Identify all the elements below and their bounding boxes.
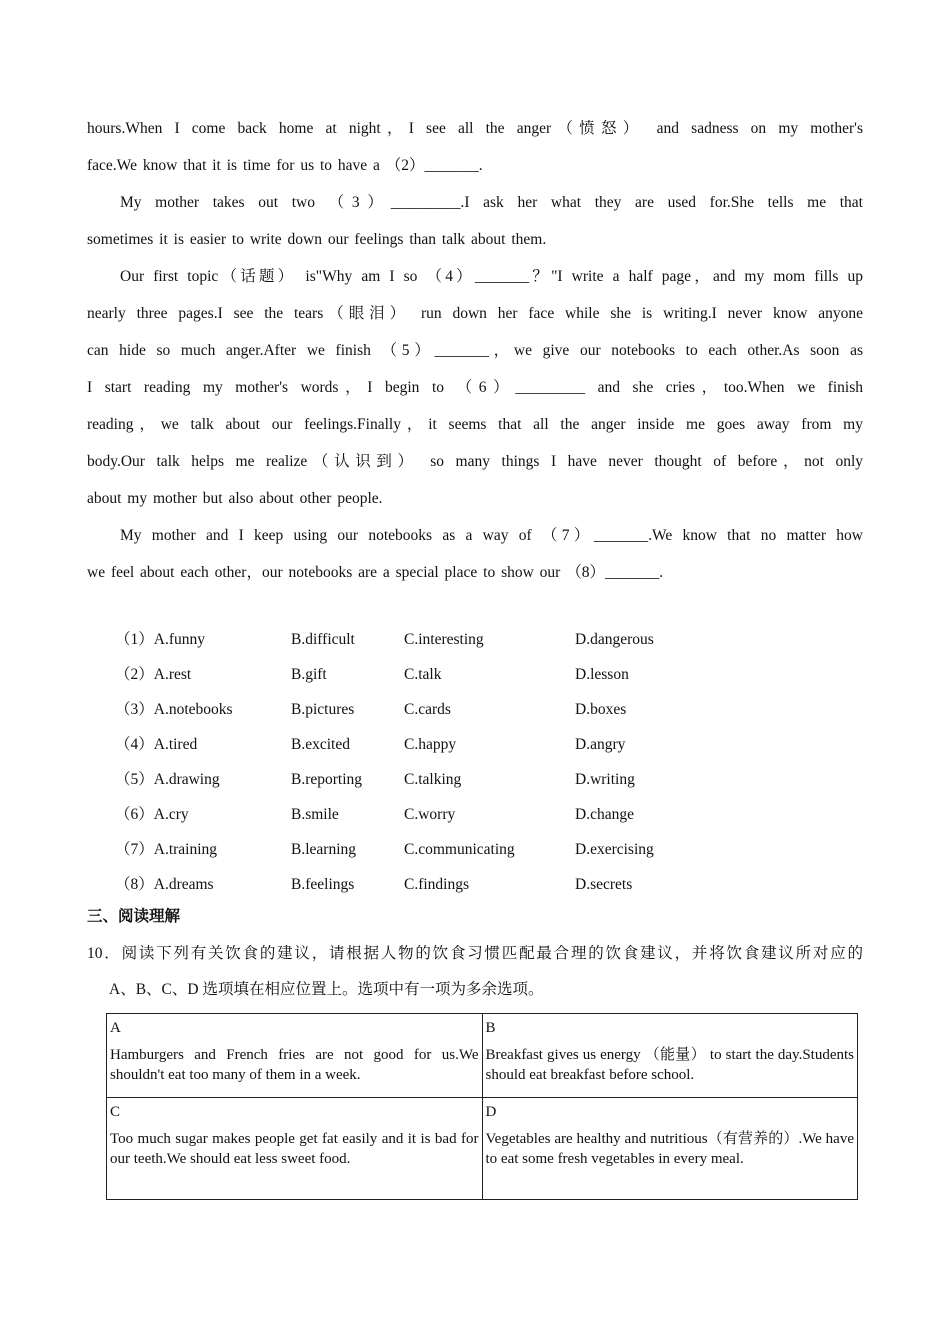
- option-b: B.pictures: [291, 701, 355, 718]
- option-row: [115, 622, 715, 657]
- passage-line: reading，we talk about our feelings.Finally，it seems that all the anger inside me goes away from my: [87, 416, 863, 433]
- option-a: （3）A.notebooks: [115, 701, 233, 718]
- passage-line: hours.When I come back home at night，I see all the anger（愤怒） and sadness on my mother's: [87, 120, 863, 137]
- option-d: D.change: [575, 806, 634, 823]
- passage-line: I start reading my mother's words，I begin to （6）_________ and she cries，too.When we finish: [87, 379, 863, 396]
- option-a: （7）A.training: [115, 841, 218, 858]
- advice-cell-d: [482, 1098, 858, 1200]
- option-row: [115, 797, 715, 832]
- option-d: D.writing: [575, 771, 635, 788]
- option-b: B.difficult: [291, 631, 355, 648]
- option-d: D.boxes: [575, 701, 627, 718]
- option-a: （1）A.funny: [115, 631, 205, 648]
- advice-text: Too much sugar makes people get fat easily and it is bad for our teeth.We should eat less sweet food.: [110, 1131, 479, 1167]
- advice-cell-b: [482, 1014, 858, 1098]
- passage-line: body.Our talk helps me realize（认识到） so many things I have never thought of before，not only: [87, 453, 863, 470]
- passage-line: My mother and I keep using our notebooks as a way of （7）_______.We know that no matter how: [120, 527, 863, 544]
- option-row: [115, 867, 715, 902]
- advice-text: Vegetables are healthy and nutritious（有营养的）.We have to eat some fresh vegetables in every meal.: [485, 1131, 854, 1167]
- option-c: C.interesting: [404, 631, 484, 648]
- option-c: C.talk: [404, 666, 442, 683]
- passage-line: can hide so much anger.After we finish （5）_______，we give our notebooks to each other.As soon as: [87, 342, 863, 359]
- option-b: B.learning: [291, 841, 356, 858]
- option-row: [115, 832, 715, 867]
- option-a: （5）A.drawing: [115, 771, 220, 788]
- advice-letter: D: [485, 1104, 497, 1120]
- option-d: D.secrets: [575, 876, 633, 893]
- option-c: C.communicating: [404, 841, 515, 858]
- option-d: D.dangerous: [575, 631, 654, 648]
- option-c: C.happy: [404, 736, 457, 753]
- option-d: D.lesson: [575, 666, 629, 683]
- advice-cell-a: [107, 1014, 483, 1098]
- option-row: [115, 762, 715, 797]
- passage-line: face.We know that it is time for us to have a （2）_______.: [87, 157, 483, 174]
- advice-table: [106, 1013, 858, 1200]
- option-c: C.findings: [404, 876, 470, 893]
- question-instruction: A、B、C、D 选项填在相应位置上。选项中有一项为多余选项。: [109, 981, 544, 998]
- passage-line: nearly three pages.I see the tears（眼泪） run down her face while she is writing.I never know anyone: [87, 305, 863, 322]
- option-c: C.talking: [404, 771, 462, 788]
- question-10: [87, 936, 863, 1008]
- passage-line: My mother takes out two （3）_________.I ask her what they are used for.She tells me that: [120, 194, 863, 211]
- section-title: 三、阅读理解: [87, 907, 181, 925]
- advice-letter: A: [110, 1020, 121, 1036]
- question-instruction: 10．阅读下列有关饮食的建议，请根据人物的饮食习惯匹配最合理的饮食建议，并将饮食建议所对应的: [87, 945, 863, 962]
- option-a: （6）A.cry: [115, 806, 189, 823]
- option-a: （2）A.rest: [115, 666, 192, 683]
- advice-text: Hamburgers and French fries are not good for us.We shouldn't eat too many of them in a week.: [110, 1047, 479, 1083]
- passage-line: we feel about each other，our notebooks are a special place to show our （8）_______.: [87, 564, 664, 581]
- option-c: C.cards: [404, 701, 451, 718]
- option-d: D.exercising: [575, 841, 654, 858]
- option-d: D.angry: [575, 736, 626, 753]
- passage-line: Our first topic（话题） is"Why am I so （4）_______？"I write a half page，and my mom fills up: [120, 268, 863, 285]
- option-row: [115, 692, 715, 727]
- reading-passage: [87, 110, 863, 591]
- advice-letter: C: [110, 1104, 121, 1120]
- answer-options: [115, 622, 715, 902]
- advice-letter: B: [485, 1020, 496, 1036]
- advice-text: Breakfast gives us energy （能量） to start the day.Students should eat breakfast before school.: [485, 1047, 854, 1083]
- option-b: B.excited: [291, 736, 350, 753]
- option-b: B.gift: [291, 666, 327, 683]
- advice-cell-c: [107, 1098, 483, 1200]
- option-b: B.feelings: [291, 876, 355, 893]
- option-row: [115, 657, 715, 692]
- passage-line: sometimes it is easier to write down our feelings than talk about them.: [87, 231, 547, 248]
- option-c: C.worry: [404, 806, 456, 823]
- option-a: （8）A.dreams: [115, 876, 214, 893]
- option-row: [115, 727, 715, 762]
- option-a: （4）A.tired: [115, 736, 198, 753]
- option-b: B.smile: [291, 806, 339, 823]
- passage-line: about my mother but also about other people.: [87, 490, 383, 507]
- option-b: B.reporting: [291, 771, 363, 788]
